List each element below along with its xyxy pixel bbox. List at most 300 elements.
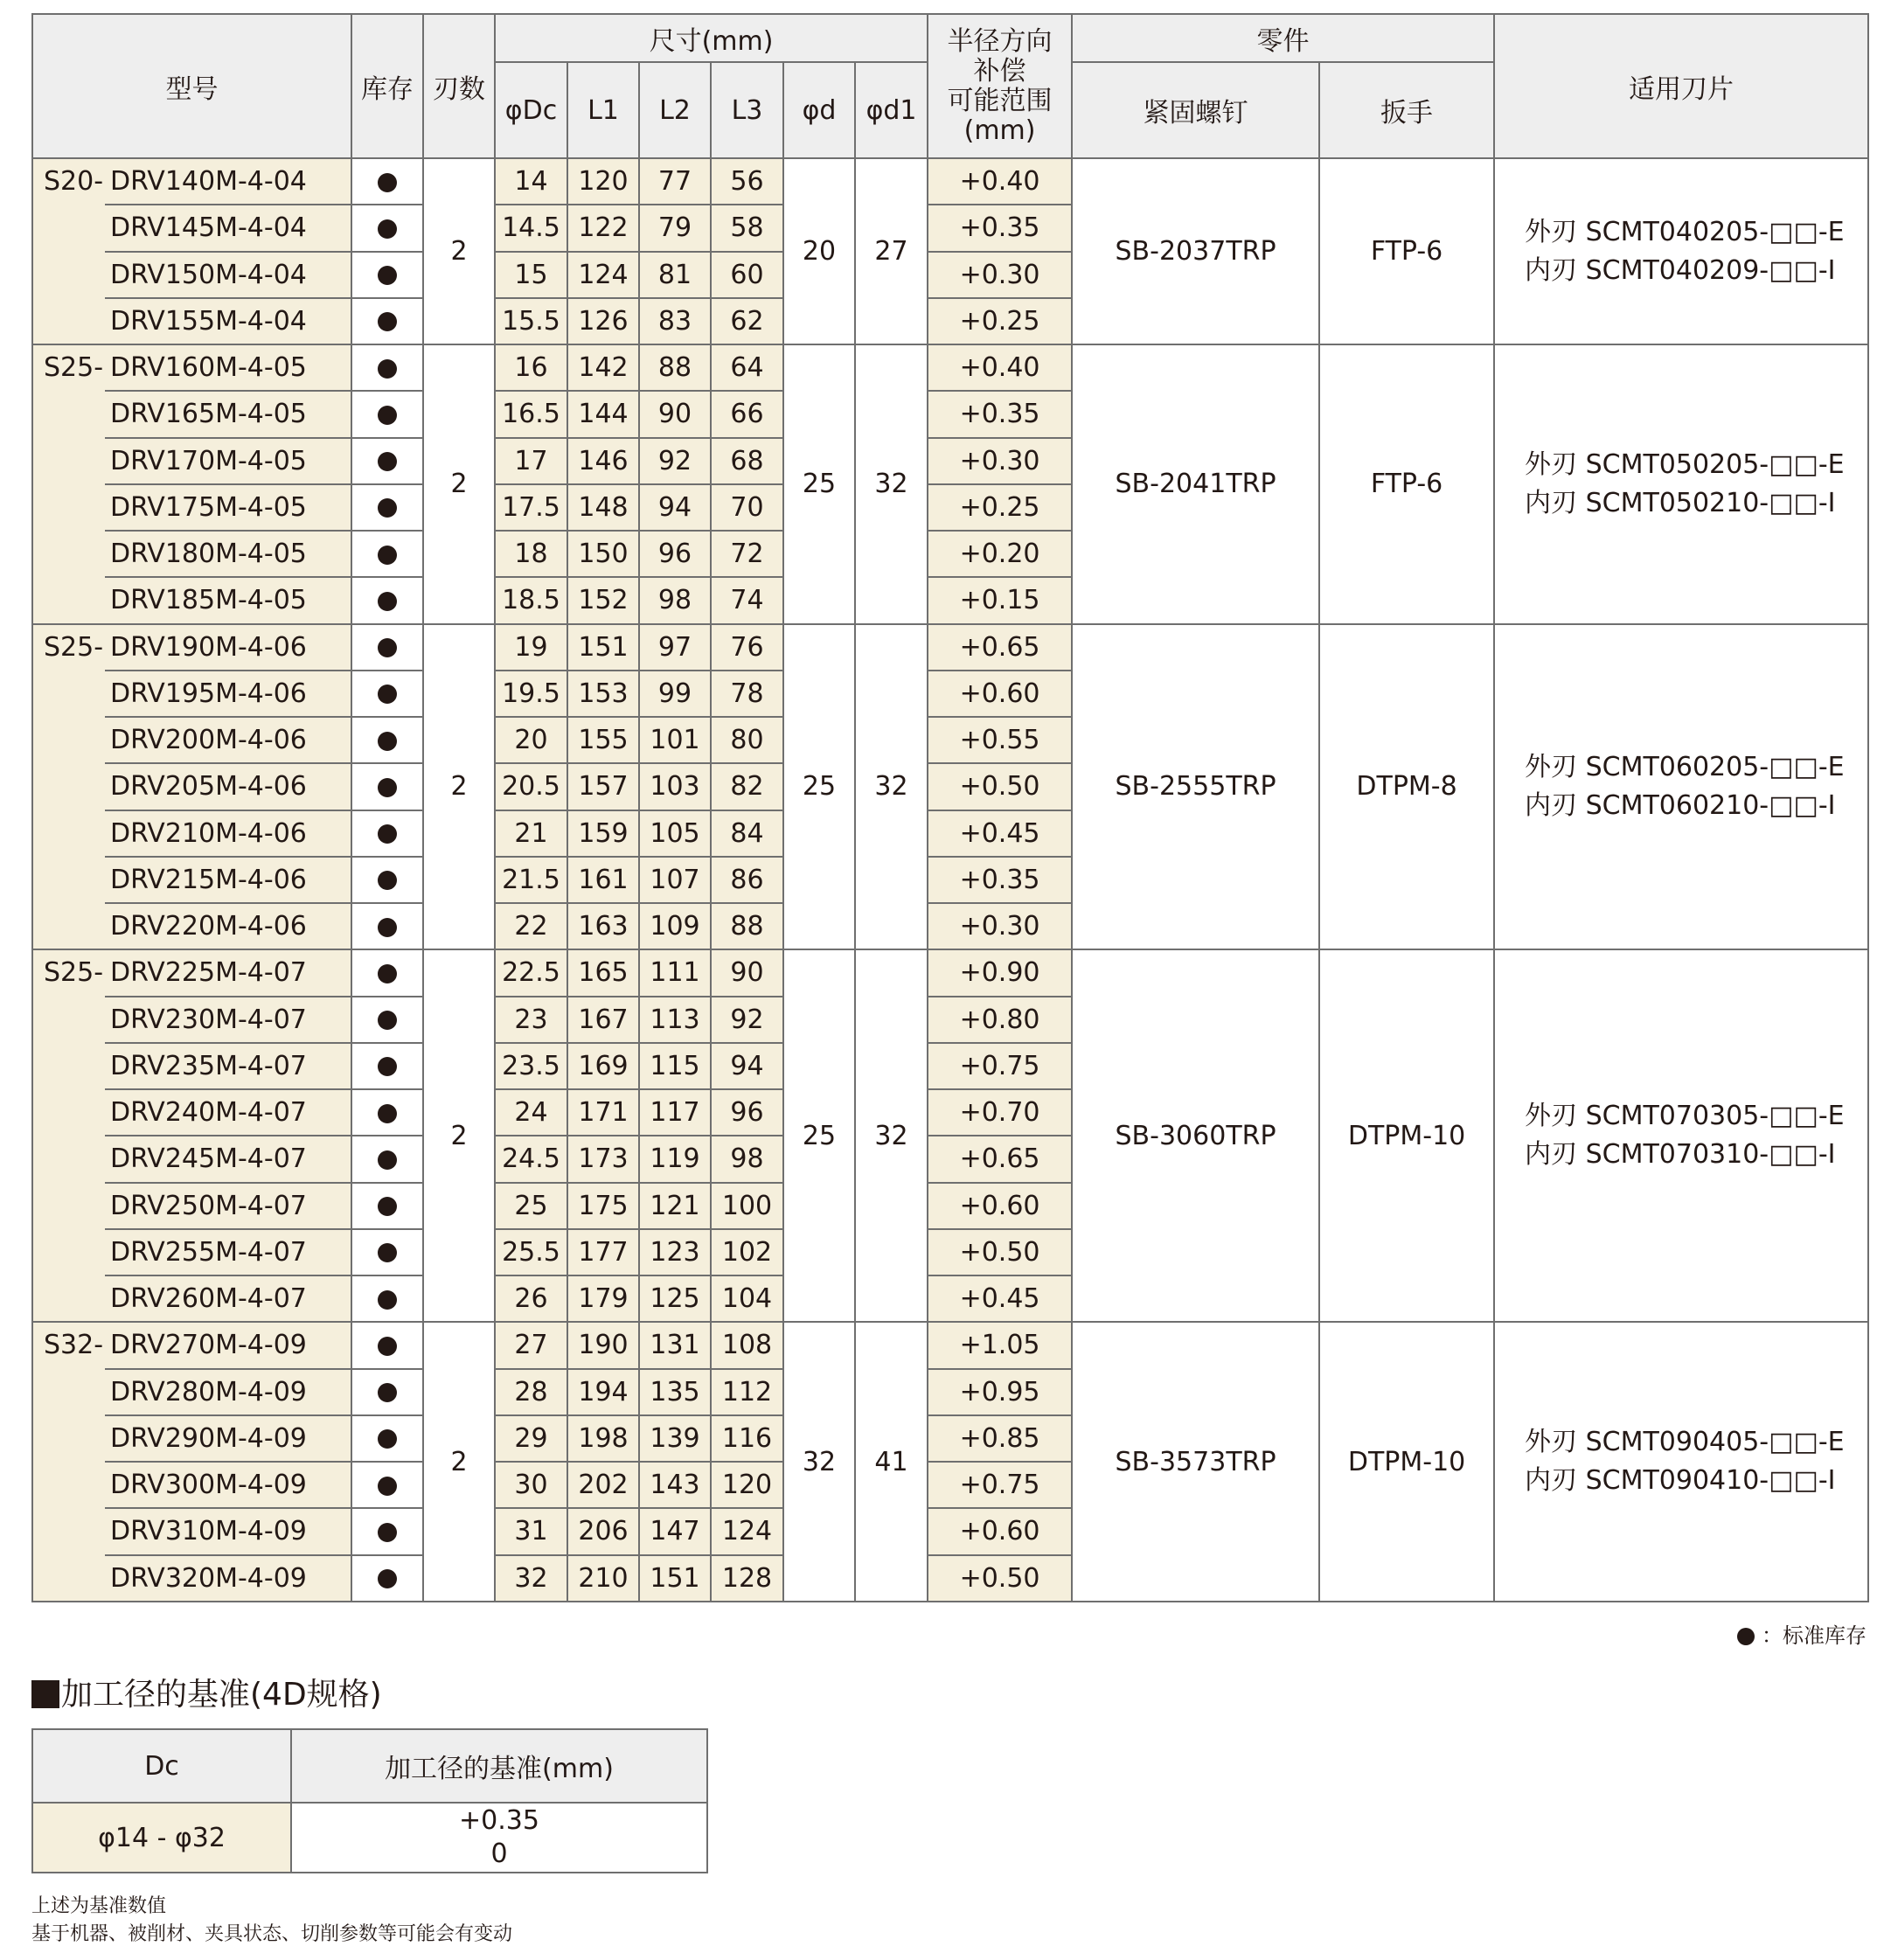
- radial-cell: +0.25: [928, 298, 1072, 344]
- insert-outer: 外刃 SCMT060205-□□-E: [1525, 751, 1845, 782]
- stock-dot-icon: [378, 964, 397, 983]
- stock-dot-icon: [378, 592, 397, 611]
- stock-dot-icon: [378, 1523, 397, 1542]
- stock-dot-icon: [378, 685, 397, 704]
- l3-cell: 120: [711, 1462, 783, 1508]
- model-cell: DRV185M-4-05: [105, 577, 351, 623]
- l3-cell: 62: [711, 298, 783, 344]
- l3-cell: 68: [711, 438, 783, 484]
- l1-cell: 159: [567, 810, 639, 857]
- note-line-2: 基于机器、被削材、夹具状态、切削参数等可能会有变动: [31, 1923, 513, 1945]
- stock-dot-icon: [378, 406, 397, 425]
- model-cell: DRV165M-4-05: [105, 391, 351, 437]
- model-cell: DRV280M-4-09: [105, 1369, 351, 1415]
- l2-cell: 88: [639, 344, 711, 391]
- l2-cell: 121: [639, 1183, 711, 1229]
- l1-cell: 122: [567, 205, 639, 251]
- std-tolerance: [291, 1803, 707, 1873]
- model-cell: DRV290M-4-09: [105, 1415, 351, 1462]
- radial-cell: +0.60: [928, 1183, 1072, 1229]
- stock-cell: [351, 857, 423, 903]
- radial-cell: +0.60: [928, 1508, 1072, 1554]
- l1-cell: 194: [567, 1369, 639, 1415]
- stock-dot-icon: [378, 1197, 397, 1216]
- radial-cell: +0.55: [928, 717, 1072, 763]
- l2-cell: 111: [639, 949, 711, 996]
- model-cell: DRV320M-4-09: [105, 1555, 351, 1602]
- l3-cell: 100: [711, 1183, 783, 1229]
- l3-cell: 84: [711, 810, 783, 857]
- radial-cell: +0.60: [928, 671, 1072, 717]
- header-d1: φd1: [855, 62, 928, 158]
- stock-cell: [351, 671, 423, 717]
- dc-cell: 20: [495, 717, 567, 763]
- stock-dot-icon: [378, 638, 397, 657]
- radial-cell: +0.50: [928, 1555, 1072, 1602]
- insert-outer: 外刃 SCMT070305-□□-E: [1525, 1101, 1845, 1132]
- dc-cell: 25.5: [495, 1229, 567, 1275]
- table-row: [32, 1322, 1868, 1368]
- stock-dot-icon: [378, 1429, 397, 1449]
- l1-cell: 190: [567, 1322, 639, 1368]
- radial-cell: +0.20: [928, 531, 1072, 577]
- stock-cell: [351, 810, 423, 857]
- radial-line-2: 补偿: [973, 55, 1026, 87]
- flutes-cell: 2: [423, 949, 495, 1322]
- dc-cell: 30: [495, 1462, 567, 1508]
- radial-cell: +0.65: [928, 624, 1072, 671]
- l2-cell: 92: [639, 438, 711, 484]
- model-prefix: S32-: [32, 1322, 105, 1602]
- stock-cell: [351, 252, 423, 298]
- stock-cell: [351, 1043, 423, 1089]
- l3-cell: 70: [711, 484, 783, 531]
- l1-cell: 146: [567, 438, 639, 484]
- stock-dot-icon: [378, 1057, 397, 1076]
- flutes-cell: 2: [423, 624, 495, 950]
- l1-cell: 120: [567, 158, 639, 205]
- l2-cell: 105: [639, 810, 711, 857]
- stock-cell: [351, 717, 423, 763]
- flutes-cell: 2: [423, 158, 495, 344]
- stock-dot-icon: [378, 1477, 397, 1496]
- model-cell: DRV210M-4-06: [105, 810, 351, 857]
- d-cell: 20: [783, 158, 855, 344]
- stock-cell: [351, 1136, 423, 1182]
- l3-cell: 76: [711, 624, 783, 671]
- d-cell: 25: [783, 949, 855, 1322]
- model-cell: DRV195M-4-06: [105, 671, 351, 717]
- l2-cell: 117: [639, 1089, 711, 1136]
- std-header-standard: 加工径的基准(mm): [291, 1729, 707, 1803]
- stock-cell: [351, 158, 423, 205]
- stock-dot-icon: [378, 1290, 397, 1310]
- stock-cell: [351, 1275, 423, 1322]
- stock-dot-icon: [378, 1011, 397, 1030]
- radial-cell: +0.70: [928, 1089, 1072, 1136]
- l2-cell: 123: [639, 1229, 711, 1275]
- radial-line-1: 半径方向: [947, 25, 1053, 57]
- header-l3: L3: [711, 62, 783, 158]
- table-row: [32, 949, 1868, 996]
- radial-cell: +0.35: [928, 391, 1072, 437]
- table-row: [32, 624, 1868, 671]
- dc-cell: 22.5: [495, 949, 567, 996]
- stock-cell: [351, 1183, 423, 1229]
- d1-cell: 41: [855, 1322, 928, 1602]
- l3-cell: 90: [711, 949, 783, 996]
- radial-cell: +1.05: [928, 1322, 1072, 1368]
- l3-cell: 80: [711, 717, 783, 763]
- stock-dot-icon: [378, 266, 397, 285]
- l1-cell: 173: [567, 1136, 639, 1182]
- l1-cell: 151: [567, 624, 639, 671]
- l3-cell: 94: [711, 1043, 783, 1089]
- l3-cell: 96: [711, 1089, 783, 1136]
- stock-dot-icon: [378, 173, 397, 192]
- model-cell: DRV300M-4-09: [105, 1462, 351, 1508]
- model-cell: DRV310M-4-09: [105, 1508, 351, 1554]
- screw-cell: SB-2555TRP: [1072, 624, 1319, 950]
- model-prefix: S25-: [32, 344, 105, 624]
- std-range: φ14 - φ32: [32, 1803, 291, 1873]
- l1-cell: 144: [567, 391, 639, 437]
- insert-outer: 外刃 SCMT090405-□□-E: [1525, 1427, 1845, 1458]
- stock-cell: [351, 1369, 423, 1415]
- stock-dot-icon: [378, 918, 397, 937]
- stock-cell: [351, 1415, 423, 1462]
- stock-dot-icon: [378, 1337, 397, 1356]
- header-wrench: 扳手: [1319, 62, 1494, 158]
- l3-cell: 74: [711, 577, 783, 623]
- stock-dot-icon: [378, 359, 397, 379]
- l2-cell: 101: [639, 717, 711, 763]
- l2-cell: 135: [639, 1369, 711, 1415]
- model-prefix: S20-: [32, 158, 105, 344]
- dc-cell: 19.5: [495, 671, 567, 717]
- model-cell: DRV200M-4-06: [105, 717, 351, 763]
- l2-cell: 90: [639, 391, 711, 437]
- stock-cell: [351, 484, 423, 531]
- stock-dot-icon: [378, 219, 397, 239]
- l1-cell: 167: [567, 997, 639, 1043]
- dc-cell: 20.5: [495, 763, 567, 810]
- dc-cell: 15.5: [495, 298, 567, 344]
- l3-cell: 60: [711, 252, 783, 298]
- stock-cell: [351, 1462, 423, 1508]
- stock-cell: [351, 949, 423, 996]
- l2-cell: 79: [639, 205, 711, 251]
- model-cell: DRV220M-4-06: [105, 903, 351, 949]
- l2-cell: 143: [639, 1462, 711, 1508]
- radial-cell: +0.35: [928, 857, 1072, 903]
- dc-cell: 28: [495, 1369, 567, 1415]
- insert-outer: 外刃 SCMT050205-□□-E: [1525, 448, 1845, 480]
- insert-cell: [1494, 624, 1868, 950]
- insert-inner: 内刃 SCMT090410-□□-I: [1525, 1465, 1836, 1497]
- stock-cell: [351, 763, 423, 810]
- l3-cell: 78: [711, 671, 783, 717]
- note-line-1: 上述为基准数值: [31, 1895, 167, 1917]
- model-cell: DRV230M-4-07: [105, 997, 351, 1043]
- l3-cell: 66: [711, 391, 783, 437]
- l3-cell: 108: [711, 1322, 783, 1368]
- dc-cell: 23.5: [495, 1043, 567, 1089]
- dc-cell: 32: [495, 1555, 567, 1602]
- radial-cell: +0.15: [928, 577, 1072, 623]
- header-dc: φDc: [495, 62, 567, 158]
- insert-inner: 内刃 SCMT050210-□□-I: [1525, 487, 1836, 518]
- model-cell: DRV205M-4-06: [105, 763, 351, 810]
- legend: [1737, 1618, 1867, 1649]
- header-model: 型号: [32, 14, 351, 158]
- model-cell: DRV155M-4-04: [105, 298, 351, 344]
- section-title-text: 加工径的基准(4D规格): [61, 1677, 382, 1713]
- model-cell: DRV145M-4-04: [105, 205, 351, 251]
- l1-cell: 124: [567, 252, 639, 298]
- l3-cell: 56: [711, 158, 783, 205]
- l2-cell: 98: [639, 577, 711, 623]
- radial-line-4: (mm): [963, 115, 1036, 146]
- stock-dot-icon: [378, 312, 397, 331]
- dc-cell: 19: [495, 624, 567, 671]
- l3-cell: 82: [711, 763, 783, 810]
- l1-cell: 179: [567, 1275, 639, 1322]
- radial-cell: +0.45: [928, 1275, 1072, 1322]
- stock-cell: [351, 391, 423, 437]
- l1-cell: 163: [567, 903, 639, 949]
- d1-cell: 27: [855, 158, 928, 344]
- l2-cell: 83: [639, 298, 711, 344]
- l3-cell: 72: [711, 531, 783, 577]
- radial-cell: +0.95: [928, 1369, 1072, 1415]
- l3-cell: 58: [711, 205, 783, 251]
- diameter-standard-table: [31, 1728, 708, 1873]
- insert-cell: [1494, 344, 1868, 624]
- stock-dot-icon: [378, 1383, 397, 1402]
- header-stock: 库存: [351, 14, 423, 158]
- model-cell: DRV255M-4-07: [105, 1229, 351, 1275]
- model-cell: DRV270M-4-09: [105, 1322, 351, 1368]
- model-cell: DRV190M-4-06: [105, 624, 351, 671]
- radial-cell: +0.50: [928, 763, 1072, 810]
- wrench-cell: FTP-6: [1319, 344, 1494, 624]
- l2-cell: 97: [639, 624, 711, 671]
- dc-cell: 24: [495, 1089, 567, 1136]
- radial-cell: +0.85: [928, 1415, 1072, 1462]
- header-inserts: 适用刀片: [1494, 14, 1868, 158]
- stock-dot-icon: [378, 871, 397, 890]
- l3-cell: 116: [711, 1415, 783, 1462]
- l1-cell: 210: [567, 1555, 639, 1602]
- model-cell: DRV235M-4-07: [105, 1043, 351, 1089]
- stock-cell: [351, 577, 423, 623]
- stock-cell: [351, 205, 423, 251]
- l3-cell: 128: [711, 1555, 783, 1602]
- l1-cell: 157: [567, 763, 639, 810]
- dc-cell: 18.5: [495, 577, 567, 623]
- stock-dot-icon: [1737, 1628, 1755, 1645]
- l3-cell: 102: [711, 1229, 783, 1275]
- dc-cell: 16.5: [495, 391, 567, 437]
- radial-cell: +0.75: [928, 1043, 1072, 1089]
- l3-cell: 104: [711, 1275, 783, 1322]
- l2-cell: 96: [639, 531, 711, 577]
- l2-cell: 107: [639, 857, 711, 903]
- l2-cell: 113: [639, 997, 711, 1043]
- wrench-cell: DTPM-10: [1319, 949, 1494, 1322]
- stock-dot-icon: [378, 732, 397, 751]
- flutes-cell: 2: [423, 344, 495, 624]
- header-dimensions: 尺寸(mm): [495, 14, 928, 62]
- flutes-cell: 2: [423, 1322, 495, 1602]
- model-prefix: S25-: [32, 949, 105, 1322]
- header-parts: 零件: [1072, 14, 1494, 62]
- stock-dot-icon: [378, 824, 397, 844]
- model-cell: DRV225M-4-07: [105, 949, 351, 996]
- l3-cell: 86: [711, 857, 783, 903]
- header-radial-compensation: [928, 14, 1072, 158]
- d-cell: 25: [783, 624, 855, 950]
- l1-cell: 126: [567, 298, 639, 344]
- stock-dot-icon: [378, 1150, 397, 1170]
- dc-cell: 26: [495, 1275, 567, 1322]
- model-cell: DRV250M-4-07: [105, 1183, 351, 1229]
- model-cell: DRV245M-4-07: [105, 1136, 351, 1182]
- dc-cell: 14.5: [495, 205, 567, 251]
- l2-cell: 77: [639, 158, 711, 205]
- insert-cell: [1494, 158, 1868, 344]
- radial-cell: +0.25: [928, 484, 1072, 531]
- radial-cell: +0.65: [928, 1136, 1072, 1182]
- model-cell: DRV215M-4-06: [105, 857, 351, 903]
- dc-cell: 21.5: [495, 857, 567, 903]
- dc-cell: 16: [495, 344, 567, 391]
- radial-cell: +0.30: [928, 438, 1072, 484]
- stock-dot-icon: [378, 498, 397, 518]
- l1-cell: 161: [567, 857, 639, 903]
- l1-cell: 206: [567, 1508, 639, 1554]
- l1-cell: 175: [567, 1183, 639, 1229]
- wrench-cell: FTP-6: [1319, 158, 1494, 344]
- model-cell: DRV170M-4-05: [105, 438, 351, 484]
- insert-cell: [1494, 1322, 1868, 1602]
- stock-cell: [351, 1229, 423, 1275]
- l2-cell: 119: [639, 1136, 711, 1182]
- model-cell: DRV180M-4-05: [105, 531, 351, 577]
- square-bullet-icon: [31, 1680, 59, 1708]
- model-cell: DRV140M-4-04: [105, 158, 351, 205]
- stock-cell: [351, 1508, 423, 1554]
- dc-cell: 25: [495, 1183, 567, 1229]
- model-prefix: S25-: [32, 624, 105, 950]
- d-cell: 25: [783, 344, 855, 624]
- insert-inner: 内刃 SCMT060210-□□-I: [1525, 789, 1836, 821]
- header-screw: 紧固螺钉: [1072, 62, 1319, 158]
- screw-cell: SB-3573TRP: [1072, 1322, 1319, 1602]
- l3-cell: 112: [711, 1369, 783, 1415]
- wrench-cell: DTPM-10: [1319, 1322, 1494, 1602]
- l2-cell: 99: [639, 671, 711, 717]
- insert-inner: 内刃 SCMT070310-□□-I: [1525, 1139, 1836, 1171]
- l1-cell: 177: [567, 1229, 639, 1275]
- dc-cell: 18: [495, 531, 567, 577]
- stock-cell: [351, 438, 423, 484]
- stock-cell: [351, 1089, 423, 1136]
- l1-cell: 202: [567, 1462, 639, 1508]
- l1-cell: 152: [567, 577, 639, 623]
- table-row: [32, 344, 1868, 391]
- insert-outer: 外刃 SCMT040205-□□-E: [1525, 216, 1845, 247]
- stock-dot-icon: [378, 1243, 397, 1262]
- l2-cell: 94: [639, 484, 711, 531]
- insert-cell: [1494, 949, 1868, 1322]
- model-cell: DRV175M-4-05: [105, 484, 351, 531]
- l2-cell: 81: [639, 252, 711, 298]
- dc-cell: 14: [495, 158, 567, 205]
- radial-cell: +0.40: [928, 158, 1072, 205]
- stock-cell: [351, 531, 423, 577]
- stock-dot-icon: [378, 546, 397, 565]
- section-title: [31, 1670, 382, 1714]
- insert-inner: 内刃 SCMT040209-□□-I: [1525, 254, 1836, 286]
- d1-cell: 32: [855, 949, 928, 1322]
- std-tolerance-upper: +0.35: [459, 1805, 539, 1836]
- stock-dot-icon: [378, 778, 397, 797]
- dc-cell: 24.5: [495, 1136, 567, 1182]
- dc-cell: 17.5: [495, 484, 567, 531]
- l1-cell: 148: [567, 484, 639, 531]
- stock-cell: [351, 997, 423, 1043]
- stock-cell: [351, 1322, 423, 1368]
- model-cell: DRV240M-4-07: [105, 1089, 351, 1136]
- header-flutes: 刃数: [423, 14, 495, 158]
- l1-cell: 155: [567, 717, 639, 763]
- l1-cell: 165: [567, 949, 639, 996]
- l2-cell: 151: [639, 1555, 711, 1602]
- radial-cell: +0.75: [928, 1462, 1072, 1508]
- l2-cell: 139: [639, 1415, 711, 1462]
- std-header-dc: Dc: [32, 1729, 291, 1803]
- screw-cell: SB-3060TRP: [1072, 949, 1319, 1322]
- d-cell: 32: [783, 1322, 855, 1602]
- l2-cell: 147: [639, 1508, 711, 1554]
- model-cell: DRV150M-4-04: [105, 252, 351, 298]
- dc-cell: 27: [495, 1322, 567, 1368]
- radial-cell: +0.90: [928, 949, 1072, 996]
- l2-cell: 109: [639, 903, 711, 949]
- std-tolerance-lower: 0: [490, 1838, 508, 1869]
- l1-cell: 142: [567, 344, 639, 391]
- l2-cell: 125: [639, 1275, 711, 1322]
- stock-dot-icon: [378, 1569, 397, 1588]
- stock-cell: [351, 1555, 423, 1602]
- l3-cell: 124: [711, 1508, 783, 1554]
- stock-cell: [351, 344, 423, 391]
- d1-cell: 32: [855, 624, 928, 950]
- legend-text: ：标准库存: [1762, 1623, 1867, 1648]
- l3-cell: 98: [711, 1136, 783, 1182]
- model-cell: DRV160M-4-05: [105, 344, 351, 391]
- screw-cell: SB-2041TRP: [1072, 344, 1319, 624]
- radial-cell: +0.35: [928, 205, 1072, 251]
- l1-cell: 171: [567, 1089, 639, 1136]
- radial-cell: +0.50: [928, 1229, 1072, 1275]
- stock-cell: [351, 903, 423, 949]
- dc-cell: 23: [495, 997, 567, 1043]
- wrench-cell: DTPM-8: [1319, 624, 1494, 950]
- d1-cell: 32: [855, 344, 928, 624]
